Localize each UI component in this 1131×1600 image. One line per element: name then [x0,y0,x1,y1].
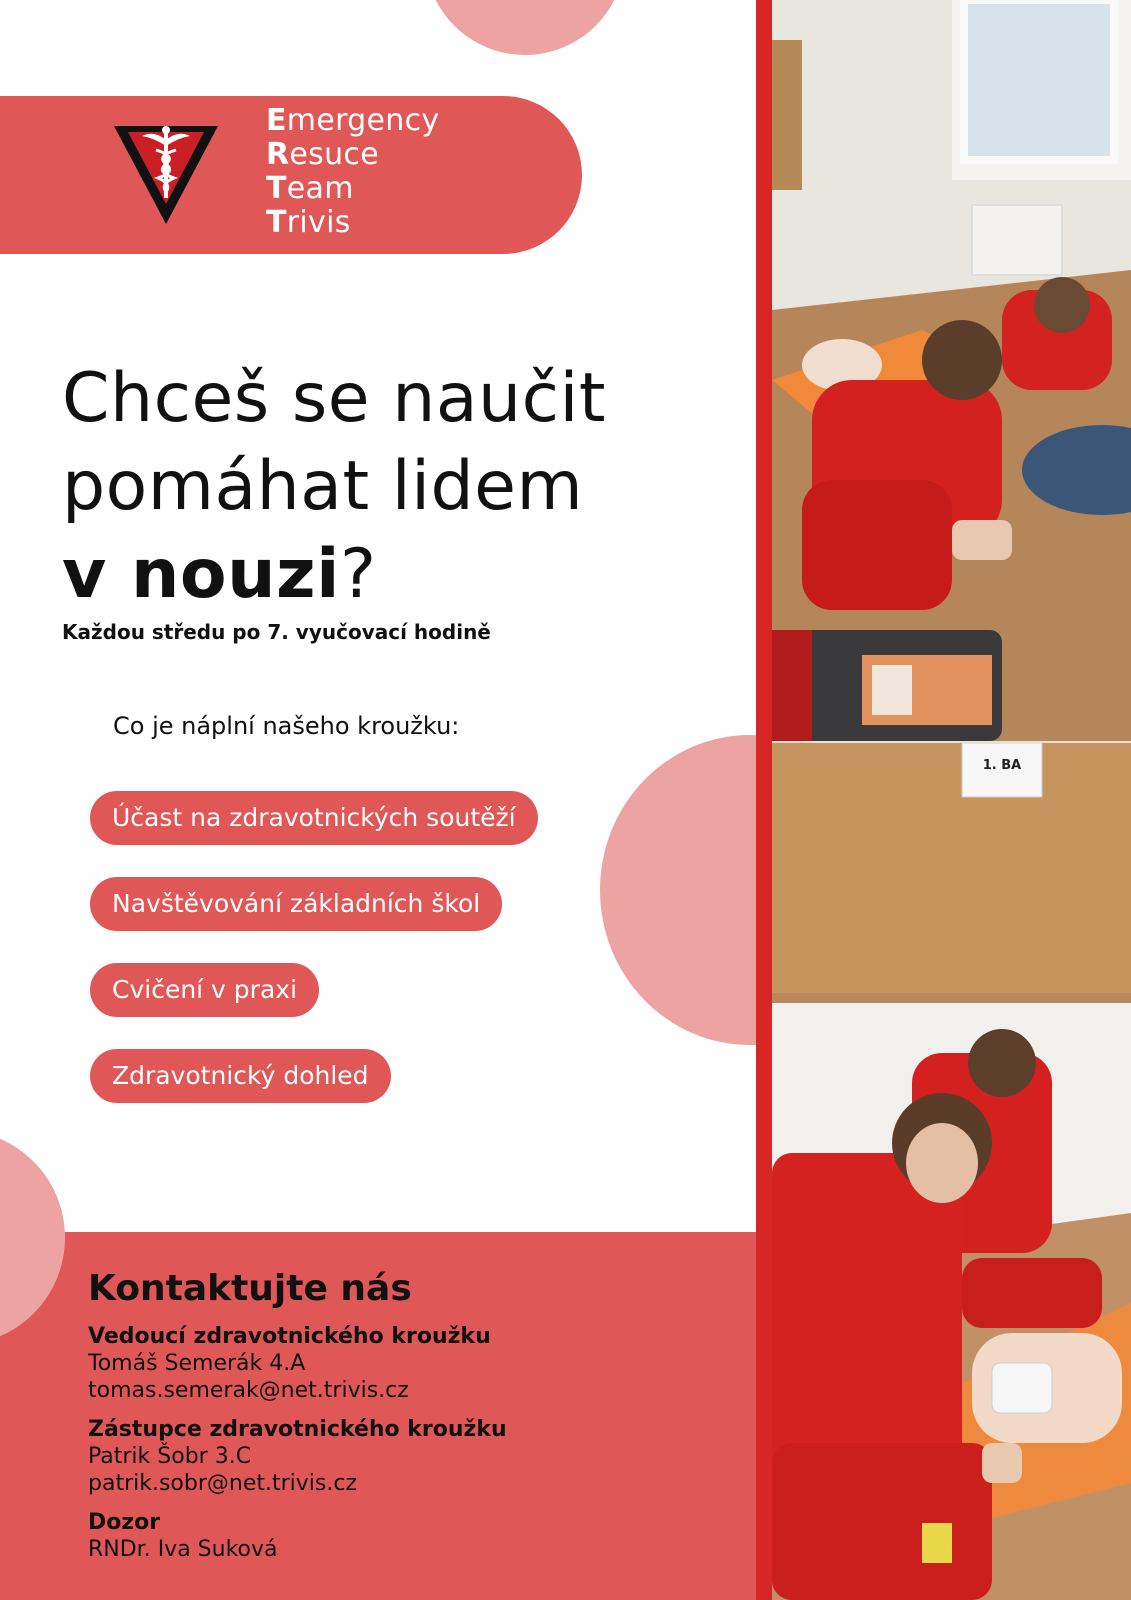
logo-wordmark: Emergency Resuce Team Trivis [266,103,440,240]
contact-section [0,1232,756,1600]
contact-role: Vedoucí zdravotnického kroužku [88,1324,491,1349]
contact-heading: Kontaktujte nás [88,1268,412,1309]
schedule-text: Každou středu po 7. vyučovací hodině [62,620,491,644]
contact-email: tomas.semerak@net.trivis.cz [88,1378,409,1403]
contact-name: Tomáš Semerák 4.A [88,1351,306,1376]
headline-emphasis: v nouzi [62,535,340,614]
headline-line-1: Chceš se naučit [62,359,607,438]
decor-circle-top [425,0,625,55]
sign-label: 1. BA [982,758,1022,773]
headline-question-mark: ? [339,535,377,614]
contact-role: Zástupce zdravotnického kroužku [88,1417,507,1442]
contact-name: RNDr. Iva Suková [88,1537,278,1562]
accent-bar [756,0,772,1600]
headline [62,355,606,619]
contact-email: patrik.sobr@net.trivis.cz [88,1471,358,1496]
activity-pill-medical-supervision: Zdravotnický dohled [90,1049,391,1103]
contact-name: Patrik Šobr 3.C [88,1444,252,1469]
contact-deputy [88,1416,507,1497]
activity-pill-competitions: Účast na zdravotnických soutěží [90,791,538,845]
activities-intro: Co je náplní našeho kroužku: [113,712,460,740]
activity-pill-school-visits: Navštěvování základních škol [90,877,502,931]
contact-leader [88,1323,507,1404]
contact-supervisor [88,1509,507,1563]
headline-line-2: pomáhat lidem [62,447,584,526]
caduceus-logo-icon [112,122,220,226]
training-photo-top [772,0,1131,741]
activity-pill-practice: Cvičení v praxi [90,963,319,1017]
training-photo-bottom [772,743,1131,1600]
contact-role: Dozor [88,1510,161,1535]
